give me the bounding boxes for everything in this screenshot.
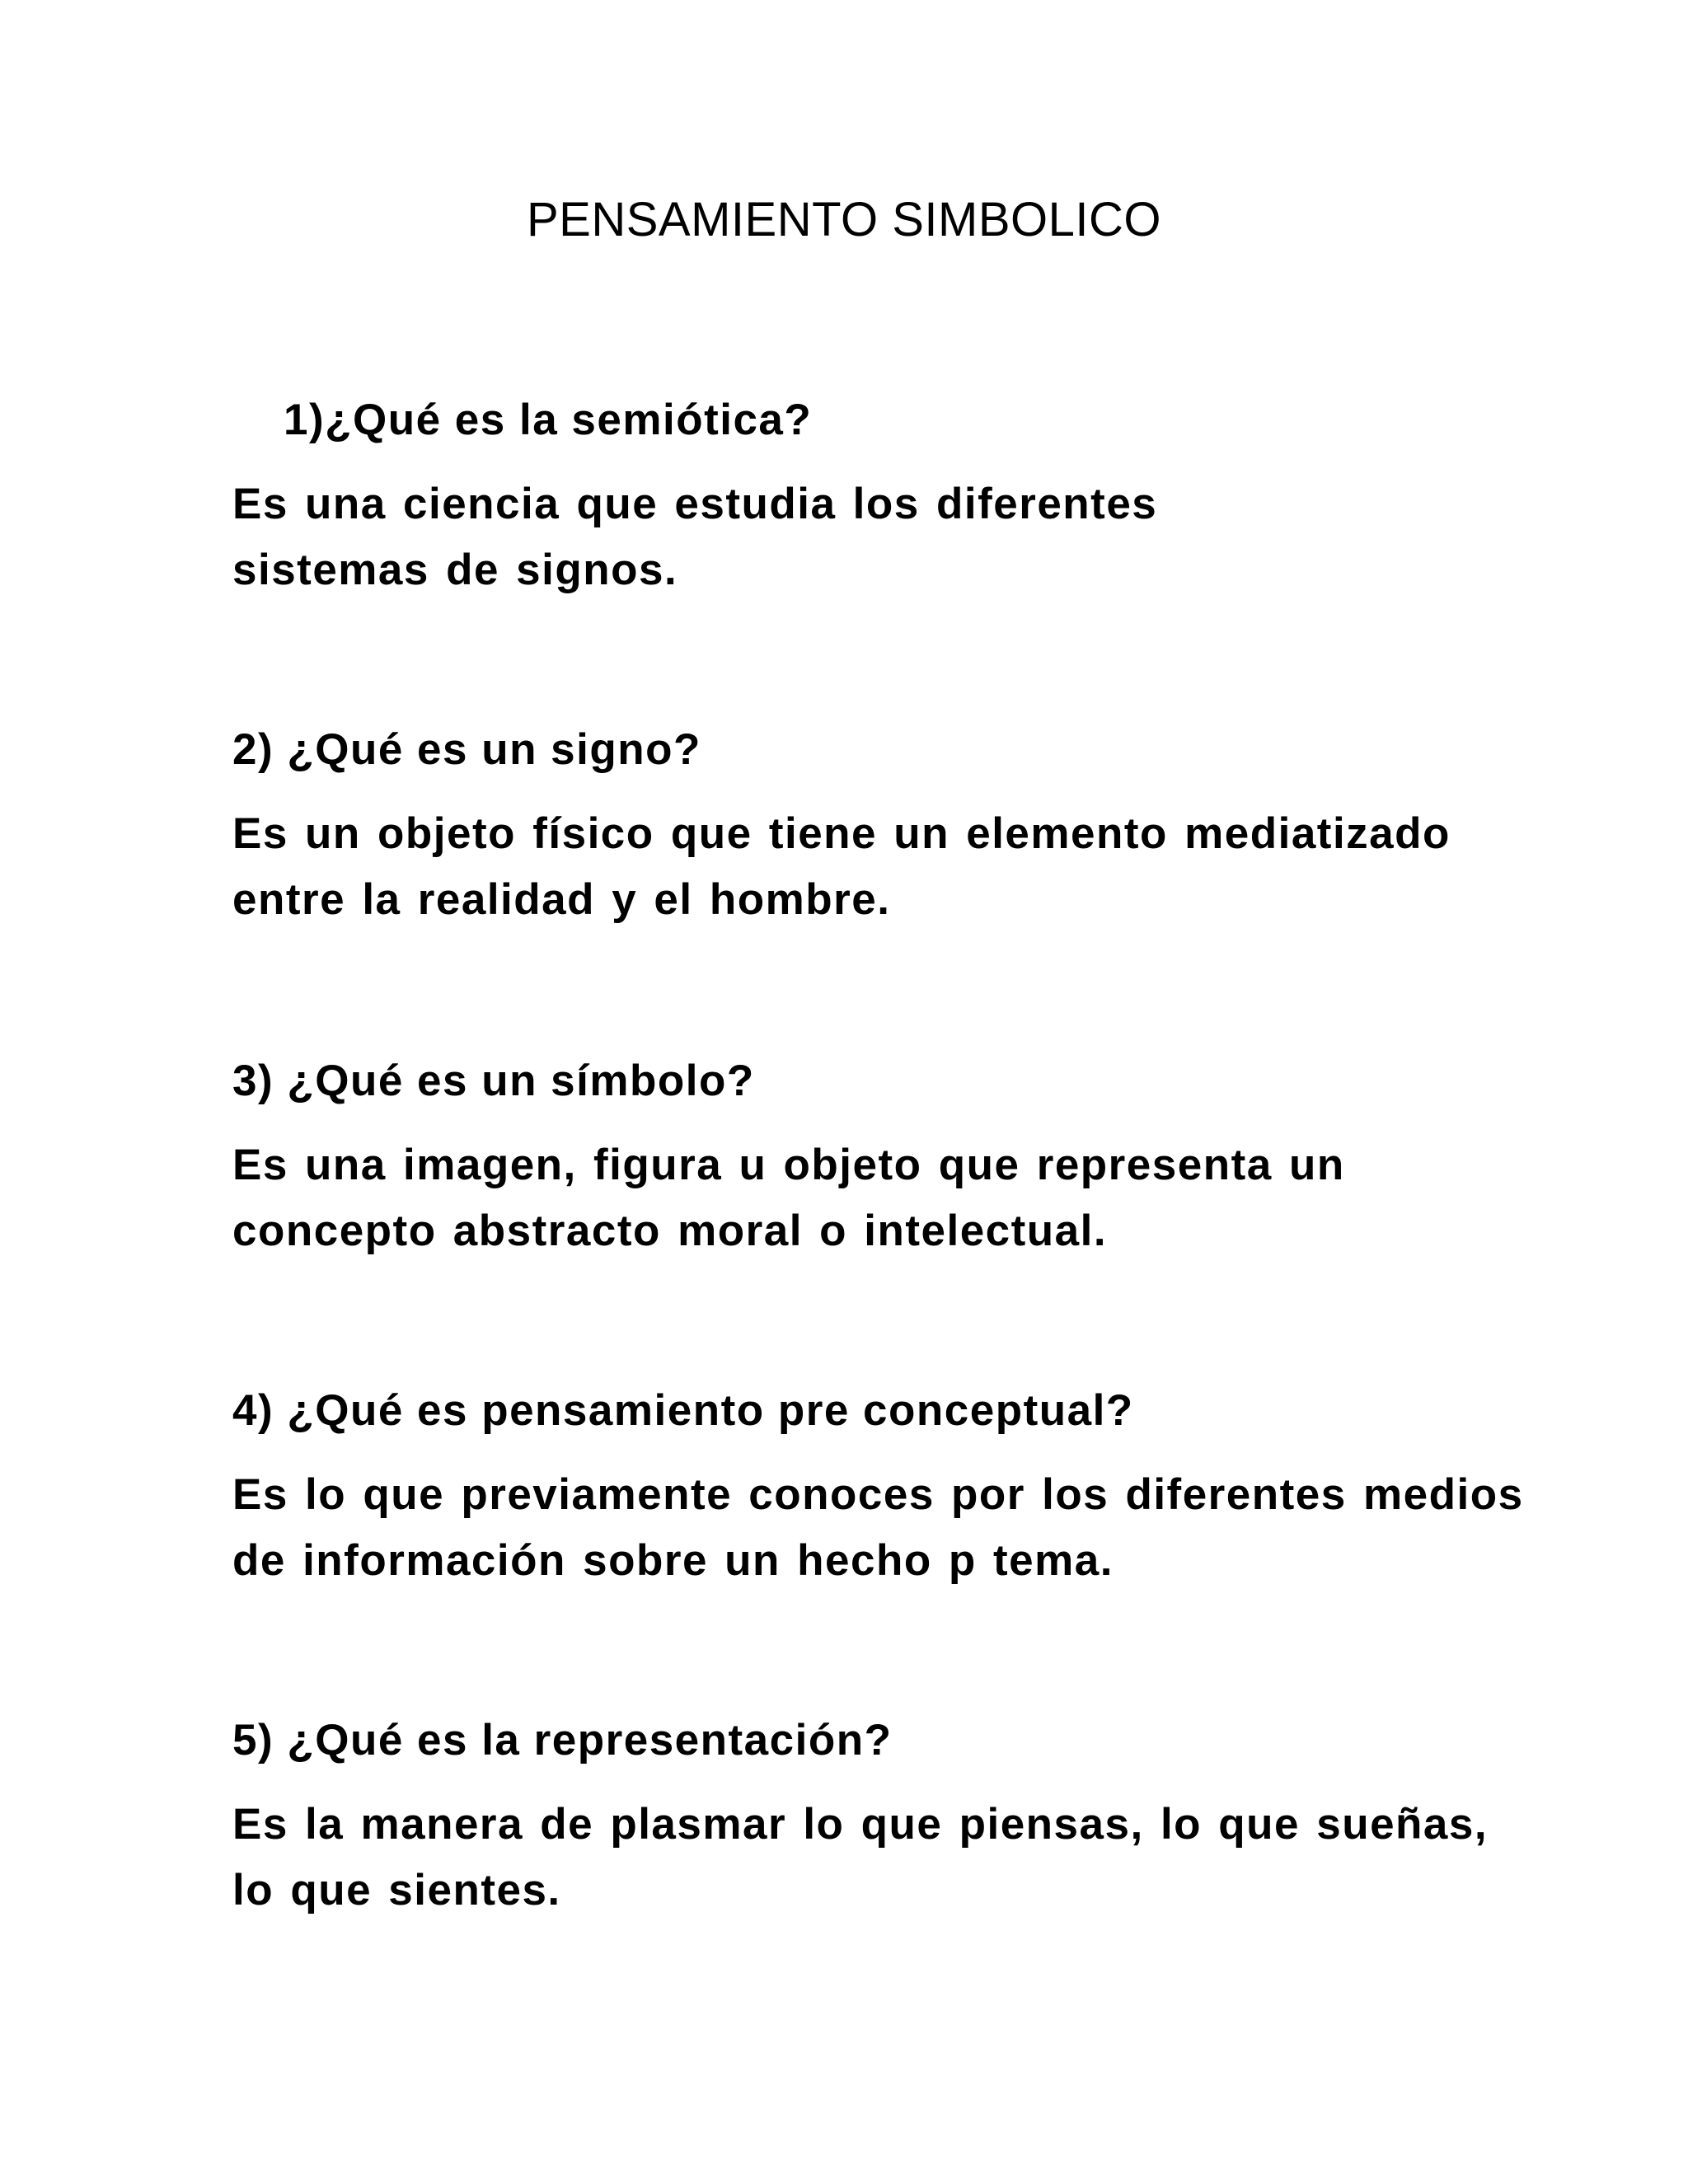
answer-3: Es una imagen, figura u objeto que representa un concepto abstracto moral o intelectual. [232, 1141, 1345, 1255]
question-4: 4) ¿Qué es pensamiento pre conceptual? [232, 1386, 1134, 1435]
answer-5: Es la manera de plasmar lo que piensas, lo que sueñas, lo que sientes. [232, 1800, 1489, 1915]
page-title: PENSAMIENTO SIMBOLICO [526, 193, 1162, 246]
answer-2: Es un objeto físico que tiene un elemento mediatizado entre la realidad y el hombre. [232, 809, 1451, 924]
qa-item-3 [232, 1048, 1518, 1264]
question-1: 1)¿Qué es la semiótica? [284, 396, 813, 444]
qa-item-4 [232, 1378, 1524, 1594]
question-5: 5) ¿Qué es la representación? [232, 1716, 893, 1765]
qa-item-5 [232, 1708, 1518, 1924]
answer-1: Es una ciencia que estudia los diferentes sistemas de signos. [232, 480, 1158, 594]
question-3: 3) ¿Qué es un símbolo? [232, 1057, 755, 1105]
qa-item-2 [232, 717, 1518, 933]
qa-item-1 [232, 387, 1518, 603]
answer-4: Es lo que previamente conoces por los diferentes medios de información sobre un hecho p tema. [232, 1470, 1524, 1585]
question-2: 2) ¿Qué es un signo? [232, 725, 701, 774]
